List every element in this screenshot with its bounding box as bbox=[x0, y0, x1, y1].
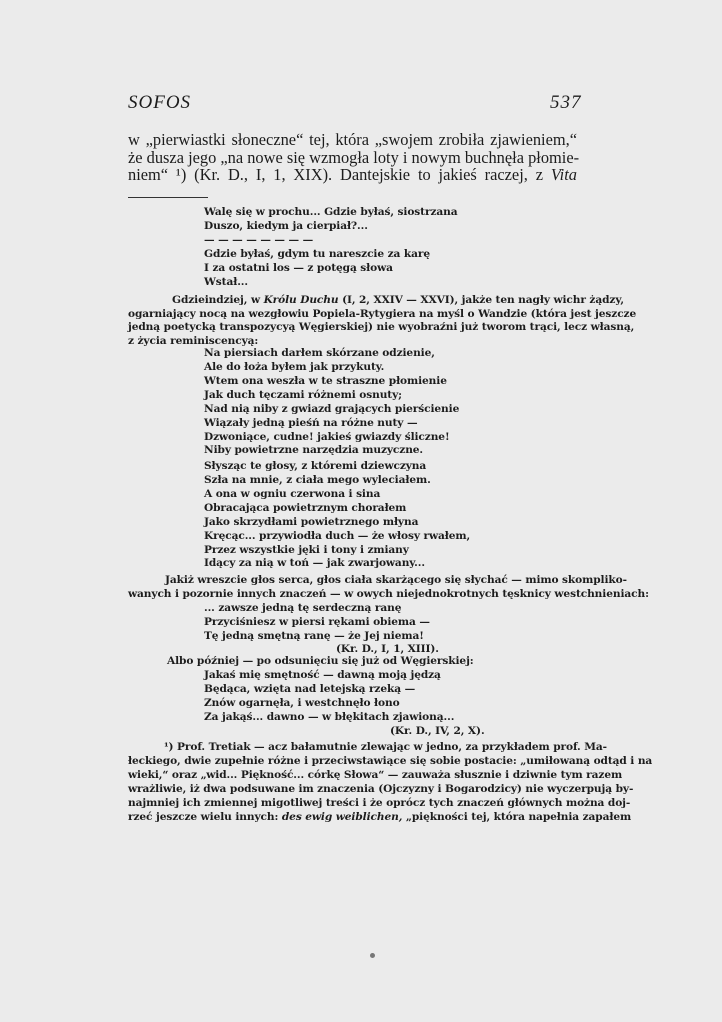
verse-line: Jakaś mię smętność — dawną moją jędzą bbox=[204, 669, 441, 681]
verse-line: Dzwoniące, cudne! jakieś gwiazdy śliczne! bbox=[204, 431, 450, 443]
verse-line: Tę jedną smętną ranę — że Jej niema! bbox=[204, 630, 424, 642]
page-number: 537 bbox=[550, 92, 582, 113]
note-text: „piękności tej, która napełnia zapałem bbox=[405, 811, 632, 823]
page-mark bbox=[370, 953, 375, 958]
verse-line: Jako skrzydłami powietrznego młyna bbox=[204, 516, 419, 528]
italic-title: Vita bbox=[550, 165, 577, 184]
paragraph-line: Albo później — po odsunięciu się już od Węgierskiej: bbox=[167, 655, 474, 667]
body-text: niem“ ¹) (Kr. D., I, 1, XIX). Dantejskie to jakieś raczej, z bbox=[128, 165, 544, 184]
paragraph-line: z życia reminiscencyą: bbox=[128, 335, 259, 347]
verse-line: Ale do łoża byłem jak przykuty. bbox=[204, 361, 385, 373]
paragraph-line: jedną poetycką transpozycyą Węgierskiej) nie wyobraźni już tworom trąci, lecz własną, bbox=[128, 321, 635, 333]
verse-line: Za jakąś... dawno — w błękitach zjawioną... bbox=[204, 711, 455, 723]
verse-line: Kręcąc... przywiodła duch — że włosy rwałem, bbox=[204, 530, 471, 542]
note-line: łeckiego, dwie zupełnie różne i przeciwstawiące się sobie postacie: „umiłowaną odtąd i na bbox=[128, 755, 653, 767]
body-line bbox=[128, 165, 577, 185]
paragraph-line: ogarniający nocą na wezgłowiu Popiela-Rytygiera na myśl o Wandzie (która jest jeszcze bbox=[128, 308, 637, 320]
note-line: wrażliwie, iż dwa podsuwane im znaczenia (Ojczyzny i Bogarodzicy) nie wyczerpują by- bbox=[128, 783, 634, 795]
note-line bbox=[128, 811, 632, 823]
verse-line: Przez wszystkie jęki i tony i zmiany bbox=[204, 544, 409, 556]
note-line: ¹) Prof. Tretiak — acz bałamutnie zlewając w jedno, za przykładem prof. Ma- bbox=[164, 741, 607, 753]
note-line: wieki,“ oraz „wid... Piękność... córkę Słowa“ — zauważa słusznie i dziwnie tym razem bbox=[128, 769, 623, 781]
verse-line: Idący za nią w toń — jak zwarjowany... bbox=[204, 557, 425, 569]
italic-title: Królu Duchu bbox=[263, 294, 339, 306]
paragraph-text: (I, 2, XXIV — XXVI), jakże ten nagły wichr żądzy, bbox=[342, 294, 624, 306]
verse-line: A ona w ogniu czerwona i sina bbox=[204, 488, 381, 500]
citation: (Kr. D., IV, 2, X). bbox=[390, 725, 485, 737]
verse-line: Wstał... bbox=[204, 276, 248, 288]
verse-line: Na piersiach darłem skórzane odzienie, bbox=[204, 347, 435, 359]
verse-line: Jak duch tęczami różnemi osnuty; bbox=[204, 389, 402, 401]
verse-line: ... zawsze jedną tę serdeczną ranę bbox=[204, 602, 402, 614]
verse-line: Będąca, wzięta nad letejską rzeką — bbox=[204, 683, 416, 695]
body-line: w „pierwiastki słoneczne“ tej, która „swojem zrobiła zjawieniem,“ bbox=[128, 130, 577, 149]
verse-line: I za ostatni los — z potęgą słowa bbox=[204, 262, 393, 274]
paragraph-line: wanych i pozornie innych znaczeń — w owych niejednokrotnych tęsknicy westchnieniach: bbox=[128, 588, 649, 600]
verse-line: Przyciśniesz w piersi rękami obiema — bbox=[204, 616, 430, 628]
body-line: że dusza jego „na nowe się wzmogła loty i nowym buchnęła płomie- bbox=[128, 148, 580, 167]
verse-line: Szła na mnie, z ciała mego wyleciałem. bbox=[204, 474, 431, 486]
paragraph-line bbox=[128, 294, 624, 306]
verse-line: Obracająca powietrznym chorałem bbox=[204, 502, 407, 514]
footnote-separator bbox=[128, 197, 208, 198]
verse-line: Wtem ona weszła w te straszne płomienie bbox=[204, 375, 447, 387]
verse-line: Wiązały jedną pieśń na różne nuty — bbox=[204, 417, 418, 429]
note-line: najmniej ich zmiennej migotliwej treści i że oprócz tych znaczeń głównych można doj- bbox=[128, 797, 631, 809]
verse-line: Niby powietrzne narzędzia muzyczne. bbox=[204, 444, 424, 456]
citation: (Kr. D., I, 1, XIII). bbox=[336, 643, 439, 655]
paragraph-line: Jakiż wreszcie głos serca, głos ciała skarżącego się słychać — mimo skompliko- bbox=[165, 574, 627, 586]
verse-line: — — — — — — — — bbox=[204, 234, 314, 246]
note-text: rzeć jeszcze wielu innych: bbox=[128, 811, 279, 823]
verse-line: Gdzie byłaś, gdym tu nareszcie za karę bbox=[204, 248, 430, 260]
verse-line: Walę się w prochu... Gdzie byłaś, siostrzana bbox=[204, 206, 458, 218]
running-title: SOFOS bbox=[128, 92, 192, 113]
verse-line: Nad nią niby z gwiazd grających pierścienie bbox=[204, 403, 460, 415]
italic-phrase: des ewig weiblichen, bbox=[281, 811, 403, 823]
verse-line: Znów ogarnęła, i westchnęło łono bbox=[204, 697, 400, 709]
verse-line: Duszo, kiedym ja cierpiał?... bbox=[204, 220, 368, 232]
paragraph-text: Gdzieindziej, w bbox=[172, 294, 260, 306]
verse-line: Słysząc te głosy, z któremi dziewczyna bbox=[204, 460, 427, 472]
